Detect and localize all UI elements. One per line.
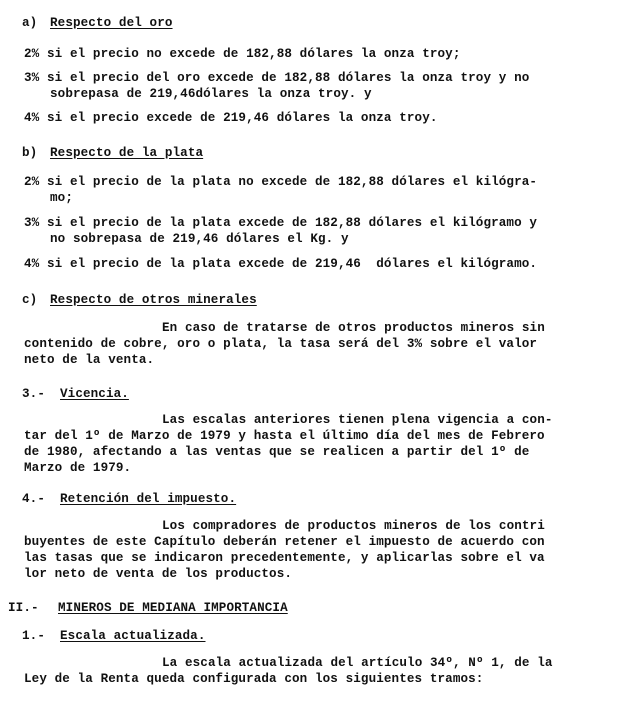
paragraph-line: La escala actualizada del artículo 34º, Nº 1, de la (162, 656, 553, 670)
section-c-marker: c) (22, 293, 38, 307)
section-3-heading: Vicencia. (60, 387, 129, 401)
paragraph-line: Ley de la Renta queda configurada con los siguientes tramos: (24, 672, 484, 686)
section-a-marker: a) (22, 16, 38, 30)
gold-rate-line: 3% si el precio del oro excede de 182,88 dólares la onza troy y no (24, 71, 530, 85)
silver-rate-line: 3% si el precio de la plata excede de 182,88 dólares el kilógramo y (24, 216, 538, 230)
section-c-heading: Respecto de otros minerales (50, 293, 257, 307)
section-ii-heading: MINEROS DE MEDIANA IMPORTANCIA (58, 601, 288, 615)
paragraph-line: contenido de cobre, oro o plata, la tasa será del 3% sobre el valor (24, 337, 538, 351)
section-a-heading: Respecto del oro (50, 16, 173, 30)
paragraph-line: En caso de tratarse de otros productos mineros sin (162, 321, 545, 335)
paragraph-line: las tasas que se indicaron precedentemente, y aplicarlas sobre el va (24, 551, 545, 565)
paragraph-line: Las escalas anteriores tienen plena vigencia a con- (162, 413, 553, 427)
paragraph-line: neto de la venta. (24, 353, 155, 367)
section-4-marker: 4.- (22, 492, 45, 506)
section-1-marker: 1.- (22, 629, 45, 643)
silver-rate-line: no sobrepasa de 219,46 dólares el Kg. y (50, 232, 349, 246)
paragraph-line: de 1980, afectando a las ventas que se realicen a partir del 1º de (24, 445, 530, 459)
silver-rate-line: 4% si el precio de la plata excede de 219,46 dólares el kilógramo. (24, 257, 538, 271)
section-b-heading: Respecto de la plata (50, 146, 204, 160)
paragraph-line: lor neto de venta de los productos. (24, 567, 293, 581)
gold-rate-line: sobrepasa de 219,46dólares la onza troy. y (50, 87, 372, 101)
section-4-heading: Retención del impuesto. (60, 492, 237, 506)
gold-rate-line: 4% si el precio excede de 219,46 dólares la onza troy. (24, 111, 438, 125)
silver-rate-line: 2% si el precio de la plata no excede de 182,88 dólares el kilógra- (24, 175, 538, 189)
gold-rate-line: 2% si el precio no excede de 182,88 dólares la onza troy; (24, 47, 461, 61)
paragraph-line: Los compradores de productos mineros de los contri (162, 519, 545, 533)
paragraph-line: tar del 1º de Marzo de 1979 y hasta el último día del mes de Febrero (24, 429, 545, 443)
section-ii-marker: II.- (8, 601, 39, 615)
section-1-heading: Escala actualizada. (60, 629, 206, 643)
section-3-marker: 3.- (22, 387, 45, 401)
paragraph-line: buyentes de este Capítulo deberán retener el impuesto de acuerdo con (24, 535, 545, 549)
silver-rate-line: mo; (50, 191, 73, 205)
paragraph-line: Marzo de 1979. (24, 461, 132, 475)
section-b-marker: b) (22, 146, 38, 160)
